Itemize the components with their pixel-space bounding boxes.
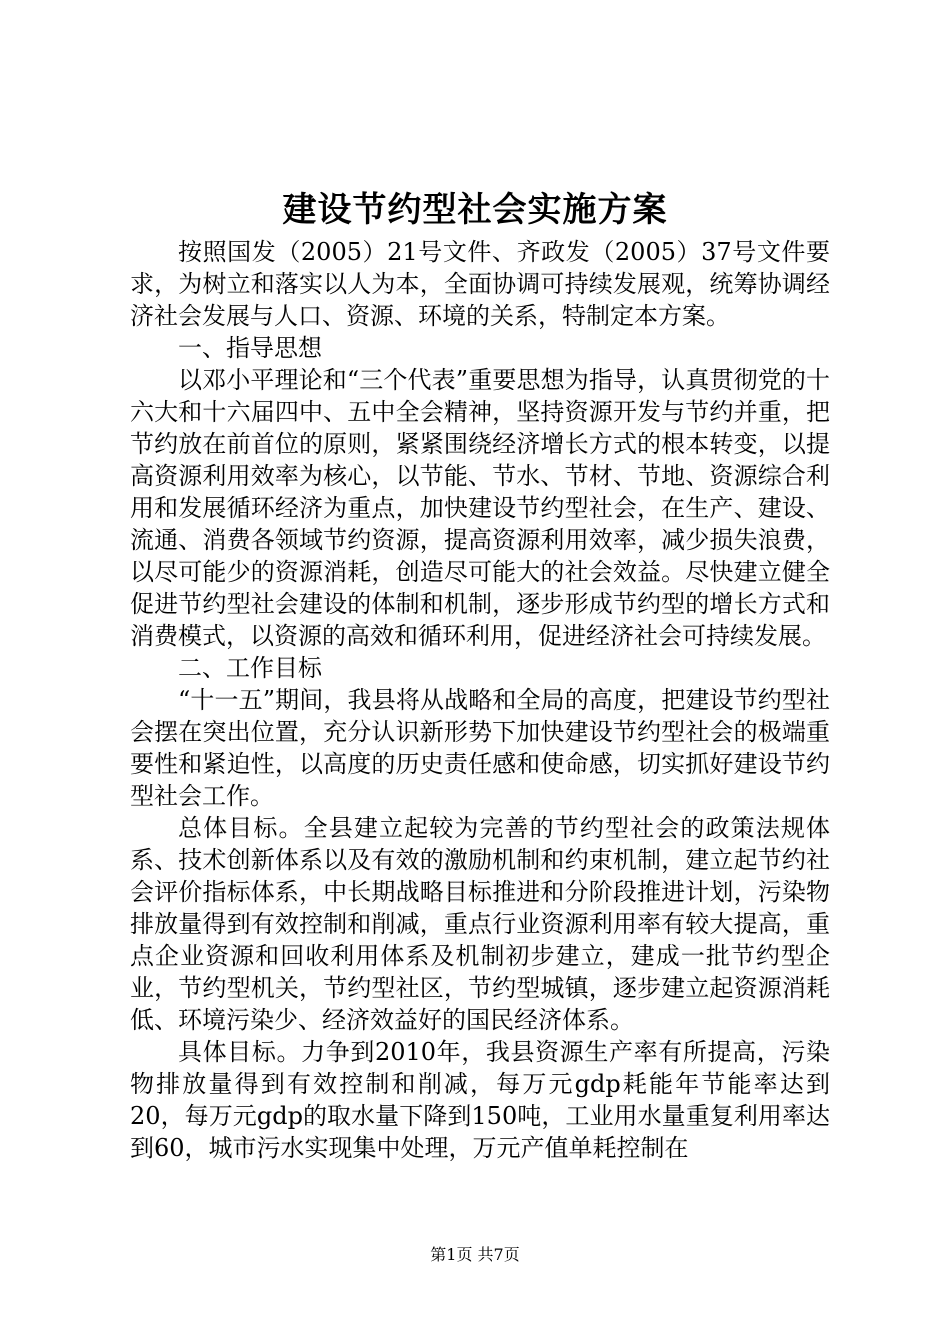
document-title: 建设节约型社会实施方案: [282, 190, 668, 230]
paragraph-specific-goal: 具体目标。力争到2010年，我县资源生产率有所提高，污染物排放量得到有效控制和削减，每万元gdp耗能年节能率达到20，每万元gdp的取水量下降到150吨，工业用水量重复利用率达到60，城市污水实现集中处理，万元产值单耗控制在: [130, 1038, 830, 1162]
paragraph-guiding-ideology: 以邓小平理论和“三个代表”重要思想为指导，认真贯彻党的十六大和十六届四中、五中全会精神，坚持资源开发与节约并重，把节约放在前首位的原则，紧紧围绕经济增长方式的根本转变，以提高资源利用效率为核心，以节能、节水、节材、节地、资源综合利用和发展循环经济为重点，加快建设节约型社会，在生产、建设、流通、消费各领域节约资源，提高资源利用效率，减少损失浪费，以尽可能少的资源消耗，创造尽可能大的社会效益。尽快建立健全促进节约型社会建设的体制和机制，逐步形成节约型的增长方式和消费模式，以资源的高效和循环利用，促进经济社会可持续发展。: [130, 366, 830, 650]
page-footer: 第1页 共7页: [430, 1245, 520, 1264]
paragraph-overall-goal: 总体目标。全县建立起较为完善的节约型社会的政策法规体系、技术创新体系以及有效的激励机制和约束机制，建立起节约社会评价指标体系，中长期战略目标推进和分阶段推进计划，污染物排放量得到有效控制和削减，重点行业资源利用率有较大提高，重点企业资源和回收利用体系及机制初步建立，建成一批节约型企业，节约型机关，节约型社区，节约型城镇，逐步建立起资源消耗低、环境污染少、经济效益好的国民经济体系。: [130, 814, 830, 1034]
document-body: [130, 236, 830, 1164]
section-heading-guiding-ideology: 一、指导思想: [178, 334, 322, 362]
section-heading-work-goals: 二、工作目标: [178, 654, 322, 682]
paragraph-work-goals: “十一五”期间，我县将从战略和全局的高度，把建设节约型社会摆在突出位置，充分认识新形势下加快建设节约型社会的极端重要性和紧迫性，以高度的历史责任感和使命感，切实抓好建设节约型社会工作。: [130, 686, 830, 810]
paragraph-intro: 按照国发（2005）21号文件、齐政发（2005）37号文件要求，为树立和落实以人为本，全面协调可持续发展观，统筹协调经济社会发展与人口、资源、环境的关系，特制定本方案。: [130, 238, 830, 330]
